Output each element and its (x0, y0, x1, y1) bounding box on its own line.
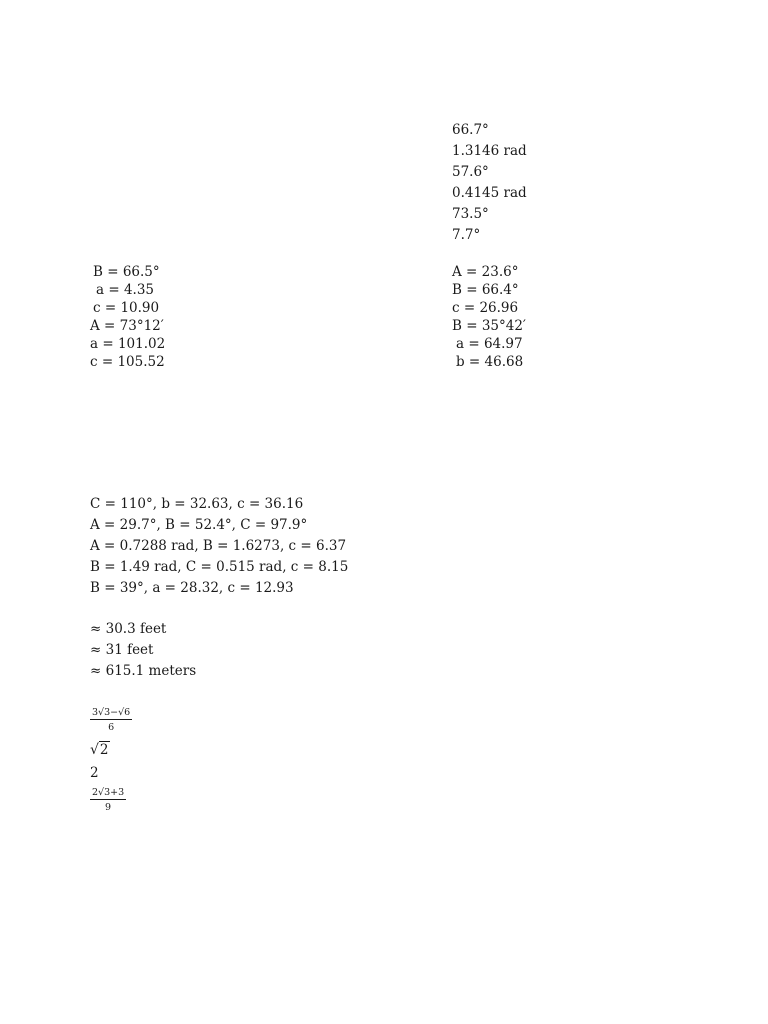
list-item: a = 101.02 (90, 336, 166, 352)
list-item: A = 23.6° (452, 264, 519, 280)
fraction (90, 707, 132, 733)
list-item: 1.3146 rad (452, 143, 527, 159)
list-item: C = 110°, b = 32.63, c = 36.16 (90, 496, 304, 512)
list-item: A = 29.7°, B = 52.4°, C = 97.9° (90, 517, 308, 533)
list-item: ≈ 615.1 meters (90, 663, 197, 679)
approximations-list (90, 619, 196, 682)
list-item: 0.4145 rad (452, 185, 527, 201)
list-item: B = 35°42′ (452, 318, 526, 334)
fraction-denominator: 6 (108, 722, 115, 733)
sqrt-radicand: 2 (99, 742, 109, 758)
list-item: A = 0.7288 rad, B = 1.6273, c = 6.37 (90, 538, 347, 554)
list-item: 57.6° (452, 164, 489, 180)
fraction-denominator: 9 (105, 802, 112, 813)
fraction (90, 787, 126, 813)
list-item: 2 (90, 765, 99, 781)
list-item: B = 66.5° (93, 264, 160, 280)
fraction-item (90, 783, 132, 817)
list-item: B = 1.49 rad, C = 0.515 rad, c = 8.15 (90, 559, 349, 575)
list-item: c = 105.52 (90, 354, 165, 370)
angle-answers-list (452, 120, 527, 246)
sqrt-item (90, 737, 132, 763)
list-item: c = 26.96 (452, 300, 519, 316)
list-item: 7.7° (452, 227, 481, 243)
list-item: B = 66.4° (452, 282, 519, 298)
left-triangle-answers (90, 263, 165, 371)
list-item: ≈ 31 feet (90, 642, 154, 658)
list-item: B = 39°, a = 28.32, c = 12.93 (90, 580, 294, 596)
right-triangle-answers (452, 263, 526, 371)
list-item: a = 4.35 (96, 282, 155, 298)
list-item: a = 64.97 (456, 336, 523, 352)
fraction-numerator: 2√3+3 (92, 787, 125, 798)
fraction-item (90, 703, 132, 737)
exact-values-list (90, 703, 132, 817)
fraction-numerator: 3√3−√6 (92, 707, 131, 718)
list-item: 73.5° (452, 206, 489, 222)
list-item: A = 73°12′ (90, 318, 164, 334)
triangle-solutions-list (90, 494, 348, 599)
list-item: ≈ 30.3 feet (90, 621, 167, 637)
list-item: c = 10.90 (93, 300, 160, 316)
list-item: b = 46.68 (456, 354, 524, 370)
list-item: 66.7° (452, 122, 489, 138)
sqrt-symbol: √ (90, 742, 99, 758)
